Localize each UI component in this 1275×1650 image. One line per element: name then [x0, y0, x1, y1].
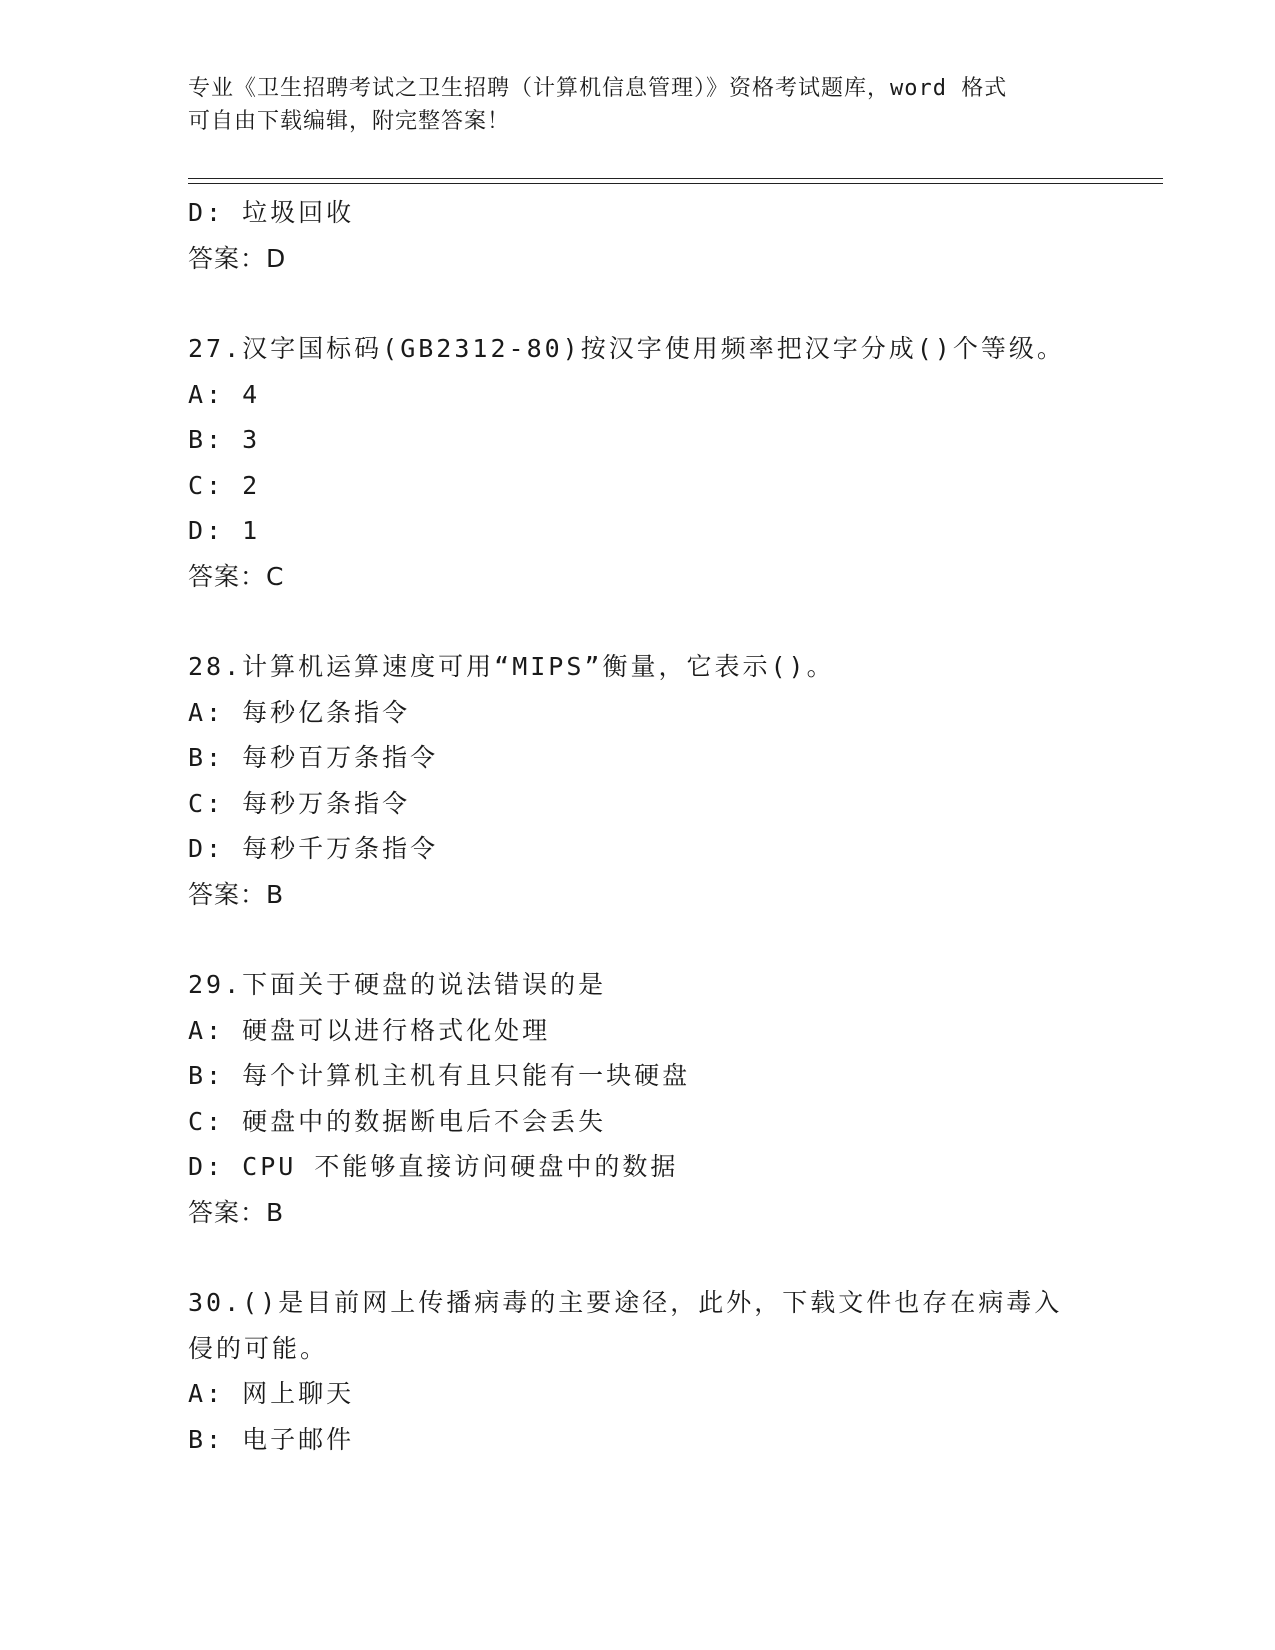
option-d: D: 每秒千万条指令	[188, 834, 439, 863]
option-b: B: 每个计算机主机有且只能有一块硬盘	[188, 1061, 691, 1090]
question-27	[188, 326, 1108, 599]
option-b: B: 3	[188, 425, 261, 454]
option-b: B: 电子邮件	[188, 1424, 355, 1454]
question-stem-line-2: 侵的可能。	[188, 1333, 329, 1363]
option-d: D: CPU 不能够直接访问硬盘中的数据	[188, 1152, 679, 1181]
answer: 答案：B	[188, 1197, 285, 1227]
header-divider-bottom	[188, 183, 1163, 184]
header-divider-top	[188, 178, 1163, 179]
answer: 答案：B	[188, 879, 285, 909]
question-stem: 27.汉字国标码(GB2312-80)按汉字使用频率把汉字分成()个等级。	[188, 334, 1065, 363]
option-a: A: 硬盘可以进行格式化处理	[188, 1015, 551, 1045]
option-c: C: 硬盘中的数据断电后不会丢失	[188, 1106, 607, 1136]
option-d: D: 垃圾回收	[188, 198, 355, 227]
option-a: A: 每秒亿条指令	[188, 697, 411, 727]
answer: 答案：C	[188, 561, 285, 591]
option-d: D: 1	[188, 516, 261, 545]
question-stem: 28.计算机运算速度可用“MIPS”衡量，它表示()。	[188, 652, 835, 681]
option-c: C: 每秒万条指令	[188, 788, 411, 818]
question-stem-line-1: 30.()是目前网上传播病毒的主要途径，此外，下载文件也存在病毒入	[188, 1288, 1063, 1317]
header-line-1: 专业《卫生招聘考试之卫生招聘（计算机信息管理）》资格考试题库，word 格式	[188, 76, 1008, 101]
option-a: A: 网上聊天	[188, 1379, 355, 1408]
option-b: B: 每秒百万条指令	[188, 743, 439, 772]
question-29	[188, 962, 1108, 1235]
question-30	[188, 1280, 1108, 1462]
previous-question-tail	[188, 190, 1108, 281]
question-stem: 29.下面关于硬盘的说法错误的是	[188, 970, 607, 999]
document-header	[188, 72, 1088, 138]
question-28	[188, 644, 1108, 917]
option-c: C: 2	[188, 470, 261, 500]
question-list	[188, 190, 1108, 1462]
option-a: A: 4	[188, 379, 261, 409]
answer: 答案：D	[188, 243, 287, 273]
header-line-2: 可自由下载编辑，附完整答案！	[188, 109, 511, 134]
